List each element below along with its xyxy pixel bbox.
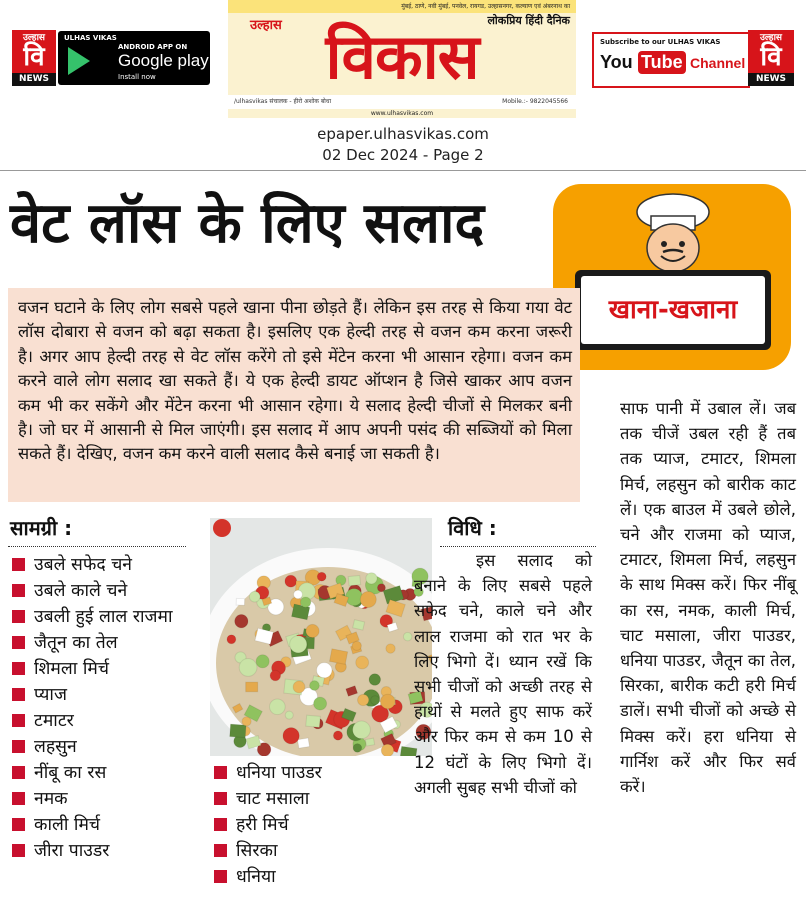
salad-piece bbox=[356, 656, 369, 669]
bullet-square-icon bbox=[12, 662, 25, 675]
ingredients-underline bbox=[8, 546, 186, 547]
salad-piece bbox=[235, 615, 248, 628]
salad-photo bbox=[210, 518, 432, 756]
salad-piece bbox=[310, 681, 320, 691]
ingredient-label: उबले काले चने bbox=[34, 581, 128, 601]
salad-piece bbox=[353, 744, 362, 753]
salad-piece bbox=[314, 697, 327, 710]
salad-piece bbox=[333, 731, 342, 740]
bullet-square-icon bbox=[12, 818, 25, 831]
ingredient-item bbox=[12, 656, 184, 682]
ingredient-item bbox=[214, 838, 410, 864]
ingredients-heading: सामग्री : bbox=[10, 516, 73, 540]
salad-piece bbox=[381, 744, 393, 756]
ingredients-list-more bbox=[214, 760, 410, 890]
salad-piece bbox=[298, 738, 310, 748]
salad-piece bbox=[348, 575, 360, 585]
ingredient-label: नमक bbox=[34, 789, 68, 809]
youtube-channel-badge[interactable]: Subscribe to our ULHAS VIKAS You Tube Channel bbox=[592, 32, 750, 88]
ingredient-label: जैतून का तेल bbox=[34, 633, 118, 653]
bullet-square-icon bbox=[214, 818, 227, 831]
ingredient-item bbox=[12, 708, 184, 734]
salad-piece bbox=[360, 592, 376, 608]
salad-piece bbox=[270, 670, 281, 681]
ingredient-item bbox=[12, 682, 184, 708]
ingredient-item bbox=[214, 786, 410, 812]
salad-piece bbox=[227, 635, 236, 644]
ingredient-label: धनिया bbox=[236, 867, 276, 887]
method-text-2: साफ पानी में उबाल लें। जब तक चीजें उबल रही हैं तब तक प्याज, टमाटर, शिमला मिर्च, लहसुन को बारीक काट लें। एक बाउल में उबले छोले, चने और राजमा को प्याज, टमाटर, शिमला मिर्च, लहसुन के साथ मिक्स करें। फिर नींबू का रस, नमक, काली मिर्च, चाट मसाला, जीरा पाउडर, धनिया पाउडर, जैतून का तेल, सिरका, बारीक कटी हरी मिर्च डालें। सभी चीजों को अच्छे से मिक्स करें। हरा धनिया से गार्निश करें और फिर सर्व करें। bbox=[620, 399, 796, 797]
salad-piece bbox=[330, 649, 348, 665]
salad-piece bbox=[353, 620, 365, 630]
masthead-cities: मुंबई, ठाणे, नवी मुंबई, पनवेल, रायगड, उल्हासनगर, कल्याण एवं अंबरनाथ का bbox=[228, 0, 576, 13]
bullet-square-icon bbox=[12, 766, 25, 779]
ingredient-item bbox=[12, 630, 184, 656]
bullet-square-icon bbox=[12, 792, 25, 805]
ingredient-label: उबली हुई लाल राजमा bbox=[34, 607, 173, 627]
salad-piece bbox=[371, 696, 380, 705]
ulhas-news-badge-right: उल्हास वि NEWS bbox=[748, 30, 794, 86]
bullet-square-icon bbox=[12, 610, 25, 623]
salad-piece bbox=[358, 694, 369, 705]
salad-piece bbox=[294, 590, 303, 599]
ingredient-item bbox=[214, 864, 410, 890]
ingredient-item bbox=[12, 604, 184, 630]
ingredient-label: काली मिर्च bbox=[34, 815, 101, 835]
salad-piece bbox=[236, 598, 245, 605]
salad-piece bbox=[353, 721, 371, 739]
salad-piece bbox=[270, 699, 286, 715]
masthead-name: विकास bbox=[325, 20, 479, 93]
ingredient-item bbox=[12, 760, 184, 786]
ingredient-label: नींबू का रस bbox=[34, 763, 107, 783]
salad-piece bbox=[246, 682, 258, 692]
salad-piece bbox=[306, 715, 321, 727]
salad-piece bbox=[365, 738, 374, 746]
ingredient-item bbox=[12, 838, 184, 864]
salad-piece bbox=[369, 674, 381, 686]
salad-piece bbox=[306, 624, 319, 637]
epaper-info bbox=[0, 124, 806, 166]
ingredient-item bbox=[12, 552, 184, 578]
salad-piece bbox=[283, 728, 299, 744]
ingredient-label: धनिया पाउडर bbox=[236, 763, 322, 783]
bullet-square-icon bbox=[214, 870, 227, 883]
salad-piece bbox=[317, 572, 326, 581]
ingredient-label: उबले सफेद चने bbox=[34, 555, 133, 575]
ingredient-item bbox=[214, 760, 410, 786]
method-column-2 bbox=[620, 396, 796, 799]
intro-box bbox=[8, 288, 580, 502]
bullet-square-icon bbox=[12, 688, 25, 701]
ingredient-label: टमाटर bbox=[34, 711, 74, 731]
salad-piece bbox=[249, 591, 260, 602]
bullet-square-icon bbox=[12, 558, 25, 571]
salad-piece bbox=[317, 663, 332, 678]
date-page: 02 Dec 2024 - Page 2 bbox=[322, 146, 484, 164]
ingredient-item bbox=[12, 812, 184, 838]
salad-piece bbox=[386, 644, 395, 653]
method-text-1: इस सलाद को बनाने के लिए सबसे पहले सफेद चने, काले चने और लाल राजमा को रात भर के लिए भिगो दें। ध्यान रखें कि सभी चीजों को अच्छी तरह से हाथों से मलते हुए साफ करें और फिर कम से कम 10 से 12 घंटों के लिए भिगो दें। अगली सुबह सभी चीजों को bbox=[414, 551, 592, 797]
khana-khazana-logo bbox=[553, 184, 791, 370]
bullet-square-icon bbox=[214, 792, 227, 805]
ingredient-item bbox=[12, 734, 184, 760]
bullet-square-icon bbox=[12, 636, 25, 649]
salad-piece bbox=[293, 681, 305, 693]
salad-piece bbox=[239, 659, 257, 677]
masthead-tagline: लोकप्रिय हिंदी दैनिक bbox=[487, 14, 570, 27]
ingredient-item bbox=[12, 786, 184, 812]
play-icon bbox=[68, 47, 90, 75]
salad-piece bbox=[366, 573, 377, 584]
method-column-1 bbox=[414, 548, 592, 800]
ingredient-item bbox=[12, 578, 184, 604]
chef-icon bbox=[623, 190, 723, 280]
bullet-square-icon bbox=[12, 584, 25, 597]
intro-text: वजन घटाने के लिए लोग सबसे पहले खाना पीना छोड़ते हैं। लेकिन इस तरह से किया गया वेट लॉस दोबारा से वजन को बढ़ा सकता है। इसलिए एक हेल्दी तरह से वजन कम करना जरूरी है। अगर आप हेल्दी तरह से वेट लॉस करेंगे तो इसे मेंटेन करना भी आसान रहेगा। वजन कम करने वाले लोग सलाद खा सकते हैं। ये एक हेल्दी डायट ऑप्शन है जिसे खाकर आप वजन कम भी कर सकेंगे और मेंटेन करना भी आसान रहेगा। ये सलाद हेल्दी चीजों से मिलकर बनी है। जो घर में आसानी से मिल जाएंगी। इस सलाद में आप अपनी पसंद की सब्जियों को मिला सकते हैं। देखिए, वजन कम करने वाली सलाद कैसे बनाई जा सकती है। bbox=[18, 298, 572, 464]
salad-piece bbox=[380, 694, 395, 709]
method-underline bbox=[440, 546, 596, 547]
bullet-square-icon bbox=[12, 740, 25, 753]
salad-piece bbox=[285, 575, 297, 587]
salad-piece bbox=[403, 632, 412, 641]
salad-bowl-image bbox=[210, 518, 432, 756]
ingredient-label: चाट मसाला bbox=[236, 789, 310, 809]
masthead-prefix: उल्हास bbox=[250, 18, 282, 33]
ingredient-label: सिरका bbox=[236, 841, 278, 861]
salad-piece bbox=[285, 711, 293, 719]
ingredients-list bbox=[12, 552, 184, 864]
ingredient-label: लहसुन bbox=[34, 737, 77, 757]
masthead-website: www.ulhasvikas.com bbox=[370, 110, 434, 117]
ingredient-label: हरी मिर्च bbox=[236, 815, 289, 835]
masthead bbox=[228, 0, 576, 118]
epaper-url[interactable]: epaper.ulhasvikas.com bbox=[317, 125, 489, 143]
salad-piece bbox=[230, 724, 246, 737]
ingredient-label: प्याज bbox=[34, 685, 67, 705]
salad-piece bbox=[256, 655, 269, 668]
salad-piece bbox=[300, 597, 310, 607]
ingredient-label: शिमला मिर्च bbox=[34, 659, 109, 679]
logo-screen: खाना-खजाना bbox=[575, 270, 771, 350]
bullet-square-icon bbox=[12, 714, 25, 727]
ingredient-item bbox=[214, 812, 410, 838]
masthead-social-bar: /ulhasvikas संचालक - हीरो अशोक बोधा Mobile.:- 9822045566 bbox=[228, 95, 576, 109]
google-play-badge[interactable]: ULHAS VIKAS ANDROID APP ON Google play Install now bbox=[58, 31, 210, 85]
ulhas-news-badge-left: उल्हास वि NEWS bbox=[12, 30, 56, 86]
method-heading: विधि : bbox=[448, 516, 497, 540]
header-divider bbox=[0, 170, 806, 171]
ingredient-label: जीरा पाउडर bbox=[34, 841, 110, 861]
bullet-square-icon bbox=[214, 766, 227, 779]
article-title: वेट लॉस के लिए सलाद bbox=[10, 191, 485, 256]
bullet-square-icon bbox=[12, 844, 25, 857]
bullet-square-icon bbox=[214, 844, 227, 857]
salad-piece bbox=[290, 636, 307, 653]
